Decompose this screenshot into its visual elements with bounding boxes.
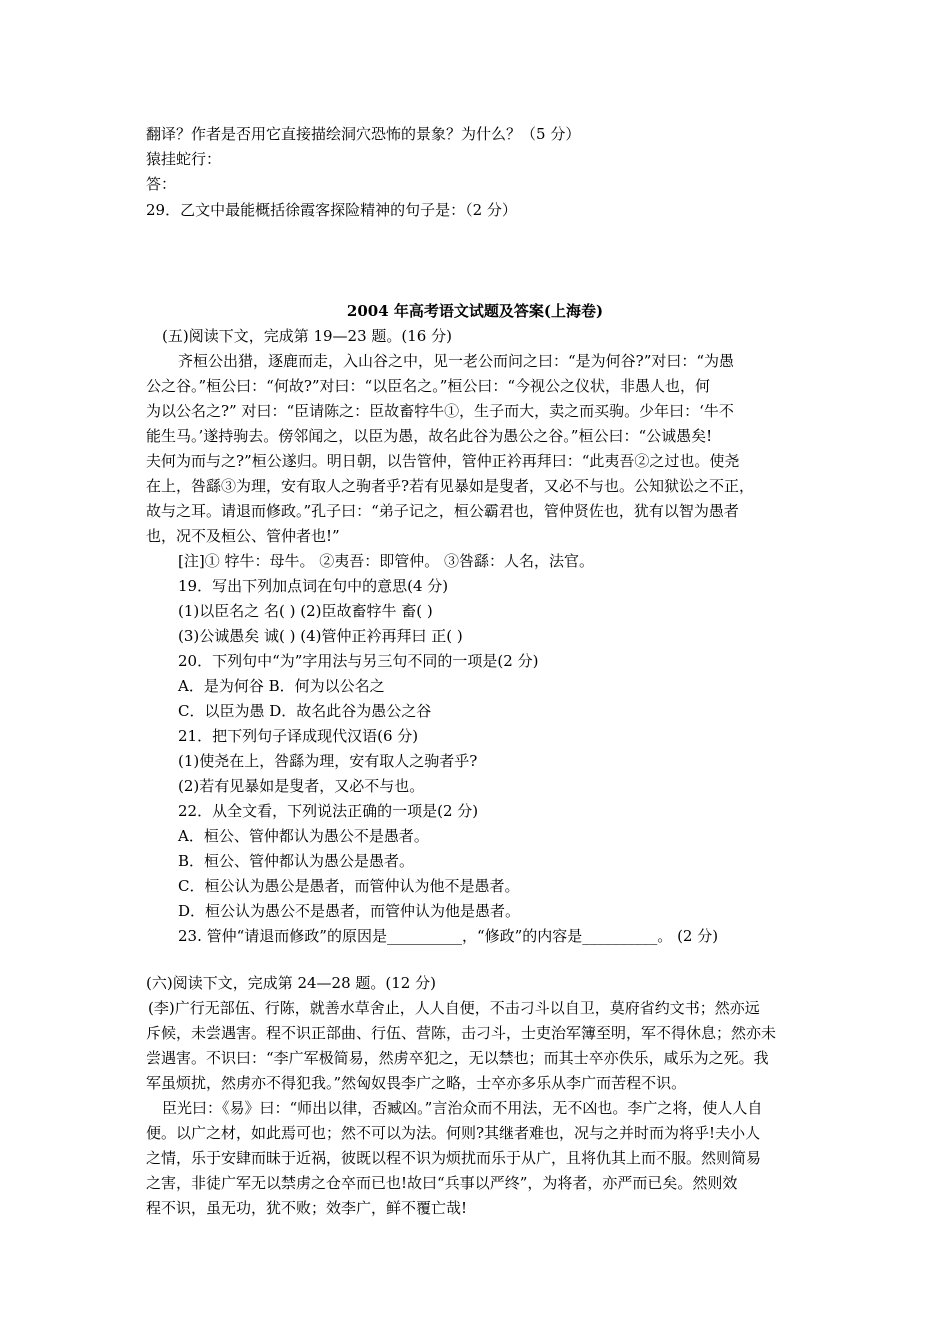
section6-passage-line: 尝遇害。不识曰：“李广军极简易，然虏卒犯之，无以禁也；而其士卒亦佚乐，咸乐为之死。我 — [146, 1049, 769, 1067]
section5-note: [注]① 牸牛：母牛。 ②夷吾：即管仲。 ③咎繇：人名，法官。 — [178, 552, 595, 570]
question-line: B．桓公、管仲都认为愚公是愚者。 — [178, 852, 415, 870]
question-line: C．桓公认为愚公是愚者，而管仲认为他不是愚者。 — [178, 877, 520, 895]
section5-passage-line: 为以公名之?” 对曰：“臣请陈之：臣故畜牸牛①，生子而大，卖之而买驹。少年曰：‘牛不 — [146, 402, 734, 420]
section5-passage-line: 也，况不及桓公、管仲者也!” — [146, 527, 340, 545]
question-line: 22．从全文看，下列说法正确的一项是(2 分) — [178, 802, 479, 820]
section6-heading: (六)阅读下文，完成第 24—28 题。(12 分) — [146, 974, 436, 992]
question-line: 19．写出下列加点词在句中的意思(4 分) — [178, 577, 449, 595]
section6-passage-line: 臣光曰：《易》曰：“师出以律，否臧凶。”言治众而不用法，无不凶也。李广之将，使人人自 — [162, 1099, 763, 1117]
question-line: (3)公诚愚矣 诚( ) (4)管仲正衿再拜曰 正( ) — [178, 627, 463, 645]
section6-passage-line: 斥候，未尝遇害。程不识正部曲、行伍、营陈，击刁斗，士吏治军簿至明，军不得休息；然亦未 — [146, 1024, 777, 1042]
question-line: A．是为何谷 B．何为以公名之 — [178, 677, 385, 695]
question-line: (2)若有见暴如是叟者，又必不与也。 — [178, 777, 425, 795]
section6-passage-line: 之情，乐于安肆而昧于近祸，彼既以程不识为烦扰而乐于从广，且将仇其上而不服。然则简易 — [146, 1149, 762, 1167]
section5-passage-line: 在上，咎繇③为理，安有取人之驹者乎?若有见暴如是叟者，又必不与也。公知狱讼之不正， — [146, 477, 755, 495]
section6-passage-line: 军虽烦扰，然虏亦不得犯我。”然匈奴畏李广之略，士卒亦多乐从李广而苦程不识。 — [146, 1074, 687, 1092]
question-line: (1)以臣名之 名( ) (2)臣故畜牸牛 畜( ) — [178, 602, 433, 620]
q28-answer-label: 答： — [146, 175, 177, 193]
question-line: 20．下列句中“为”字用法与另三句不同的一项是(2 分) — [178, 652, 539, 670]
question-line: (1)使尧在上，咎繇为理，安有取人之驹者乎? — [178, 752, 478, 770]
section5-heading: (五)阅读下文，完成第 19—23 题。(16 分) — [162, 327, 452, 345]
question-line: 21．把下列句子译成现代汉语(6 分) — [178, 727, 419, 745]
section6-passage-line: (李)广行无部伍、行陈，就善水草舍止，人人自便，不击刁斗以自卫，莫府省约文书；然亦远 — [148, 999, 760, 1017]
section6-passage-line: 之害，非徒广军无以禁虏之仓卒而已也!故曰“兵事以严终”，为将者，亦严而已矣。然则效 — [146, 1174, 738, 1192]
section5-passage-line: 夫何为而与之?”桓公遂归。明日朝，以告管仲，管仲正衿再拜曰：“此夷吾②之过也。使尧 — [146, 452, 740, 470]
question-line: A．桓公、管仲都认为愚公不是愚者。 — [178, 827, 429, 845]
question-line: C．以臣为愚 D．故名此谷为愚公之谷 — [178, 702, 432, 720]
q28-phrase: 猿挂蛇行： — [146, 150, 222, 168]
q28-continuation: 翻译？作者是否用它直接描绘洞穴恐怖的景象？为什么？（5 分） — [146, 125, 581, 143]
section6-passage-line: 程不识，虽无功，犹不败；效李广，鲜不覆亡哉! — [146, 1199, 468, 1217]
question-line: 23. 管仲“请退而修政”的原因是__________，“修政”的内容是__________。 (2 分) — [178, 927, 719, 945]
document-title: 2004 年高考语文试题及答案(上海卷) — [346, 302, 604, 320]
section5-passage-line: 能生马。’遂持驹去。傍邻闻之，以臣为愚，故名此谷为愚公之谷。”桓公曰：“公诚愚矣! — [146, 427, 713, 445]
section5-passage-line: 齐桓公出猎，逐鹿而走，入山谷之中，见一老公而问之曰：“是为何谷?”对曰：“为愚 — [178, 352, 735, 370]
question-line: D．桓公认为愚公不是愚者，而管仲认为他是愚者。 — [178, 902, 521, 920]
q29-question: 29．乙文中最能概括徐霞客探险精神的句子是：（2 分） — [146, 201, 517, 219]
section5-passage-line: 公之谷。”桓公曰：“何故?”对曰：“以臣名之。”桓公曰：“今视公之仪状，非愚人也，何 — [146, 377, 711, 395]
section6-passage-line: 便。以广之材，如此焉可也；然不可以为法。何则?其继者难也，况与之并时而为将乎!夫小人 — [146, 1124, 761, 1142]
section5-passage-line: 故与之耳。请退而修政。”孔子曰：“弟子记之，桓公霸君也，管仲贤佐也，犹有以智为愚者 — [146, 502, 739, 520]
